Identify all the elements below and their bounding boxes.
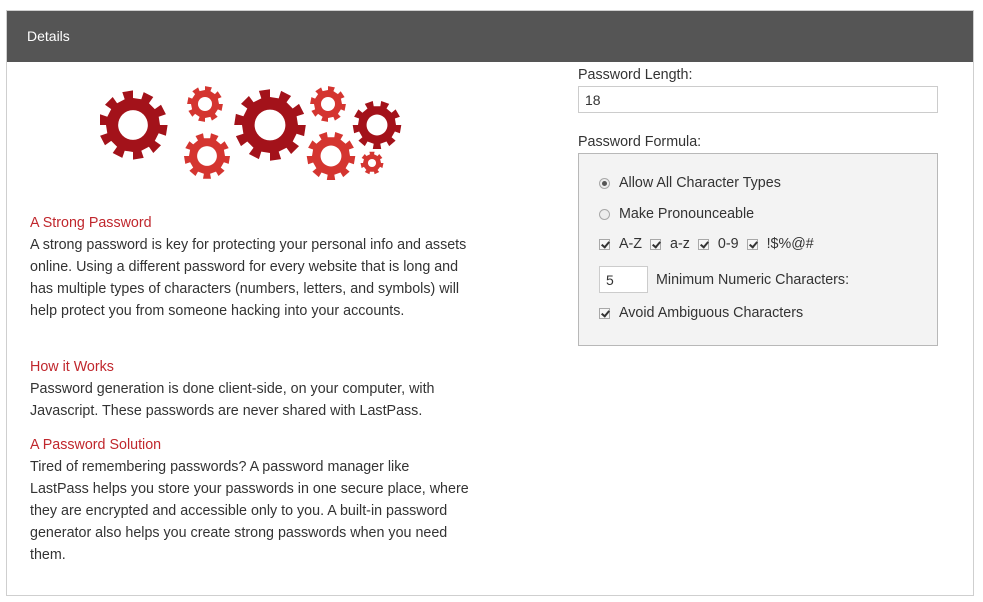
min-numeric-label: Minimum Numeric Characters: xyxy=(656,271,850,288)
radio-pronounceable[interactable] xyxy=(599,209,610,220)
gear-hole xyxy=(198,97,212,111)
min-numeric-row xyxy=(599,266,849,293)
option-pronounceable[interactable] xyxy=(599,206,754,222)
gear-hole xyxy=(321,146,342,167)
avoid-ambiguous-label: Avoid Ambiguous Characters xyxy=(619,305,804,321)
section-title: How it Works xyxy=(30,359,114,375)
char-type-label: !$%@# xyxy=(766,236,814,252)
checkbox-symbols[interactable] xyxy=(747,239,758,250)
gear-hole xyxy=(321,97,335,111)
min-numeric-input[interactable] xyxy=(599,266,648,293)
password-formula-label: Password Formula: xyxy=(578,134,702,150)
checkbox-lowercase[interactable] xyxy=(650,239,661,250)
avoid-ambiguous-row[interactable] xyxy=(599,305,803,321)
gear-hole xyxy=(197,146,217,166)
char-type-symbols[interactable] xyxy=(747,236,814,252)
char-type-digits[interactable] xyxy=(698,236,739,252)
section-how-it-works xyxy=(30,356,470,422)
section-strong-password xyxy=(30,212,470,322)
section-title: A Strong Password xyxy=(30,215,152,231)
option-pronounceable-label: Make Pronounceable xyxy=(619,206,755,222)
checkbox-avoid-ambiguous[interactable] xyxy=(599,308,610,319)
char-type-label: 0-9 xyxy=(717,236,739,252)
char-types-row xyxy=(599,236,822,252)
panel-title: Details xyxy=(27,28,70,44)
option-all-types[interactable] xyxy=(599,175,781,191)
gear-hole xyxy=(367,115,388,136)
gear-hole xyxy=(118,110,148,140)
section-body: A strong password is key for protecting your personal info and assets online. Using a different password for every website that is long and has multiple types of characters (numbers, letters, and symbols) will help protect you from someone hacking into your accounts. xyxy=(30,237,467,319)
panel-header xyxy=(7,11,973,62)
section-title: A Password Solution xyxy=(30,437,162,453)
password-formula-box xyxy=(578,153,938,346)
char-type-lowercase[interactable] xyxy=(650,236,690,252)
checkbox-digits[interactable] xyxy=(698,239,709,250)
char-type-uppercase[interactable] xyxy=(599,236,642,252)
char-type-label: a-z xyxy=(670,236,690,252)
char-type-label: A-Z xyxy=(619,236,643,252)
section-body: Password generation is done client-side, on your computer, with Javascript. These passwords are never shared with LastPass. xyxy=(30,381,435,419)
option-all-types-label: Allow All Character Types xyxy=(619,175,781,191)
gears-icon xyxy=(100,78,410,188)
password-length-input[interactable] xyxy=(578,86,938,113)
radio-all-types[interactable] xyxy=(599,178,610,189)
section-body: Tired of remembering passwords? A password manager like LastPass helps you store your passwords in one secure place, where they are encrypted and accessible only to you. A built-in password generator also helps you create strong passwords when you need them. xyxy=(30,459,469,563)
checkbox-uppercase[interactable] xyxy=(599,239,610,250)
gear-hole xyxy=(255,110,286,141)
gear-hole xyxy=(368,159,376,167)
section-password-solution xyxy=(30,434,470,566)
password-length-label: Password Length: xyxy=(578,67,693,83)
